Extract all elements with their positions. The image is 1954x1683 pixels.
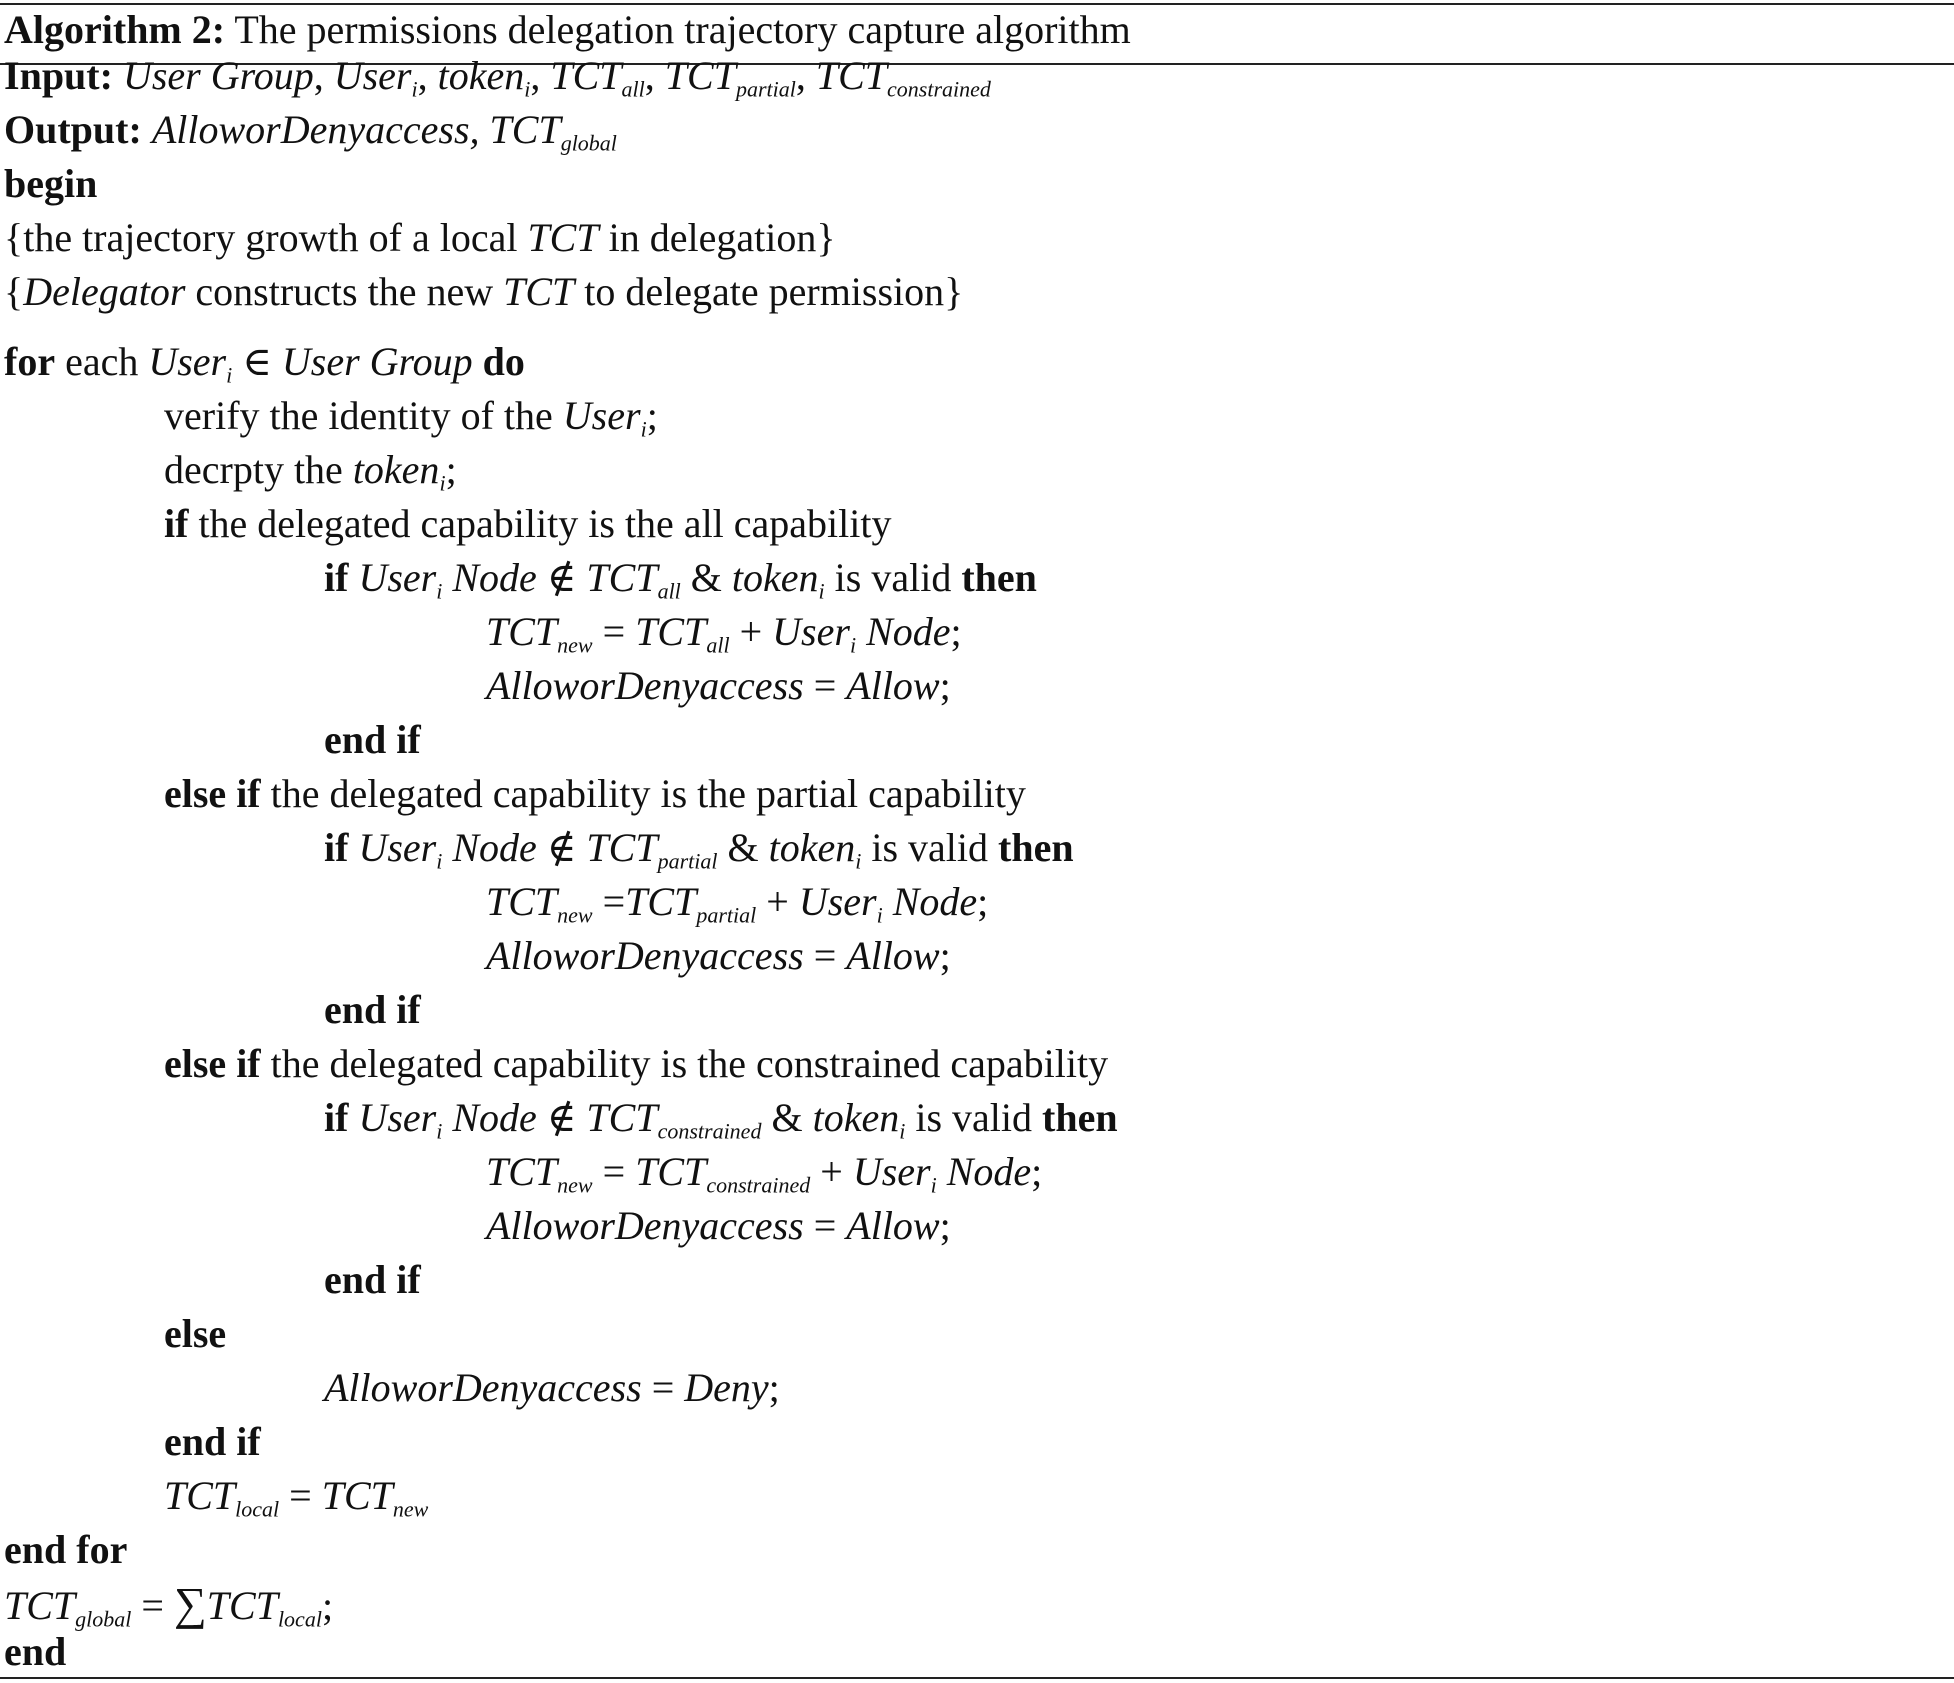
begin-keyword: begin	[4, 161, 98, 206]
decrypt-line: decrpty the token$_i$;	[164, 447, 457, 496]
caption-label: Algorithm 2:	[4, 7, 226, 52]
input-line: Input: User Group, User$_i$, token$_i$, $TCT_{all}$, $TCT_{partial}$, $TCT_{constrained}$	[4, 53, 991, 102]
if-constrained-check-line: if User$_i$ Node ∉ $TCT_{constrained}$ & token$_i$ is valid then	[324, 1095, 1118, 1144]
tct-global-line: $TCT_{global} = \sum TCT_{local}$;	[4, 1578, 334, 1632]
for-each-line: for each User$_i$ ∈ User Group do	[4, 339, 525, 388]
deny-line: AlloworDenyaccess = Deny;	[324, 1365, 780, 1410]
end-keyword: end	[4, 1629, 67, 1674]
comment-line-1: {the trajectory growth of a local TCT in delegation}	[4, 215, 836, 260]
else-keyword: else	[164, 1311, 227, 1356]
end-if-outer: end if	[164, 1419, 261, 1464]
verify-line: verify the identity of the User$_i$;	[164, 393, 658, 442]
allow-constrained-line: AlloworDenyaccess = Allow;	[486, 1203, 951, 1248]
tct-new-constrained-line: $TCT_{new} = TCT_{constrained}$ + User$_i$ Node;	[486, 1149, 1043, 1198]
allow-all-line: AlloworDenyaccess = Allow;	[486, 663, 951, 708]
if-all-check-line: if User$_i$ Node ∉ $TCT_{all}$ & token$_i$ is valid then	[324, 555, 1037, 604]
allow-partial-line: AlloworDenyaccess = Allow;	[486, 933, 951, 978]
caption-title: The permissions delegation trajectory capture algorithm	[234, 7, 1131, 52]
end-if-partial: end if	[324, 987, 421, 1032]
tct-new-all-line: $TCT_{new} = TCT_{all}$ + User$_i$ Node;	[486, 609, 962, 658]
else-if-partial-line: else if the delegated capability is the partial capability	[164, 771, 1026, 816]
end-if-constrained: end if	[324, 1257, 421, 1302]
comment-line-2: {Delegator constructs the new TCT to delegate permission}	[4, 269, 964, 314]
bottom-rule	[0, 1677, 1954, 1679]
end-if-all: end if	[324, 717, 421, 762]
end-for-keyword: end for	[4, 1527, 128, 1572]
else-if-constrained-line: else if the delegated capability is the constrained capability	[164, 1041, 1109, 1086]
output-line: Output: AlloworDenyaccess, $TCT_{global}$	[4, 107, 617, 156]
tct-local-line: $TCT_{local} = TCT_{new}$	[164, 1473, 429, 1522]
tct-new-partial-line: $TCT_{new} =TCT_{partial}$ + User$_i$ Node;	[486, 879, 989, 928]
if-all-line: if the delegated capability is the all capability	[164, 501, 892, 546]
if-partial-check-line: if User$_i$ Node ∉ $TCT_{partial}$ & token$_i$ is valid then	[324, 825, 1074, 874]
sum-symbol: ∑	[173, 1578, 207, 1629]
